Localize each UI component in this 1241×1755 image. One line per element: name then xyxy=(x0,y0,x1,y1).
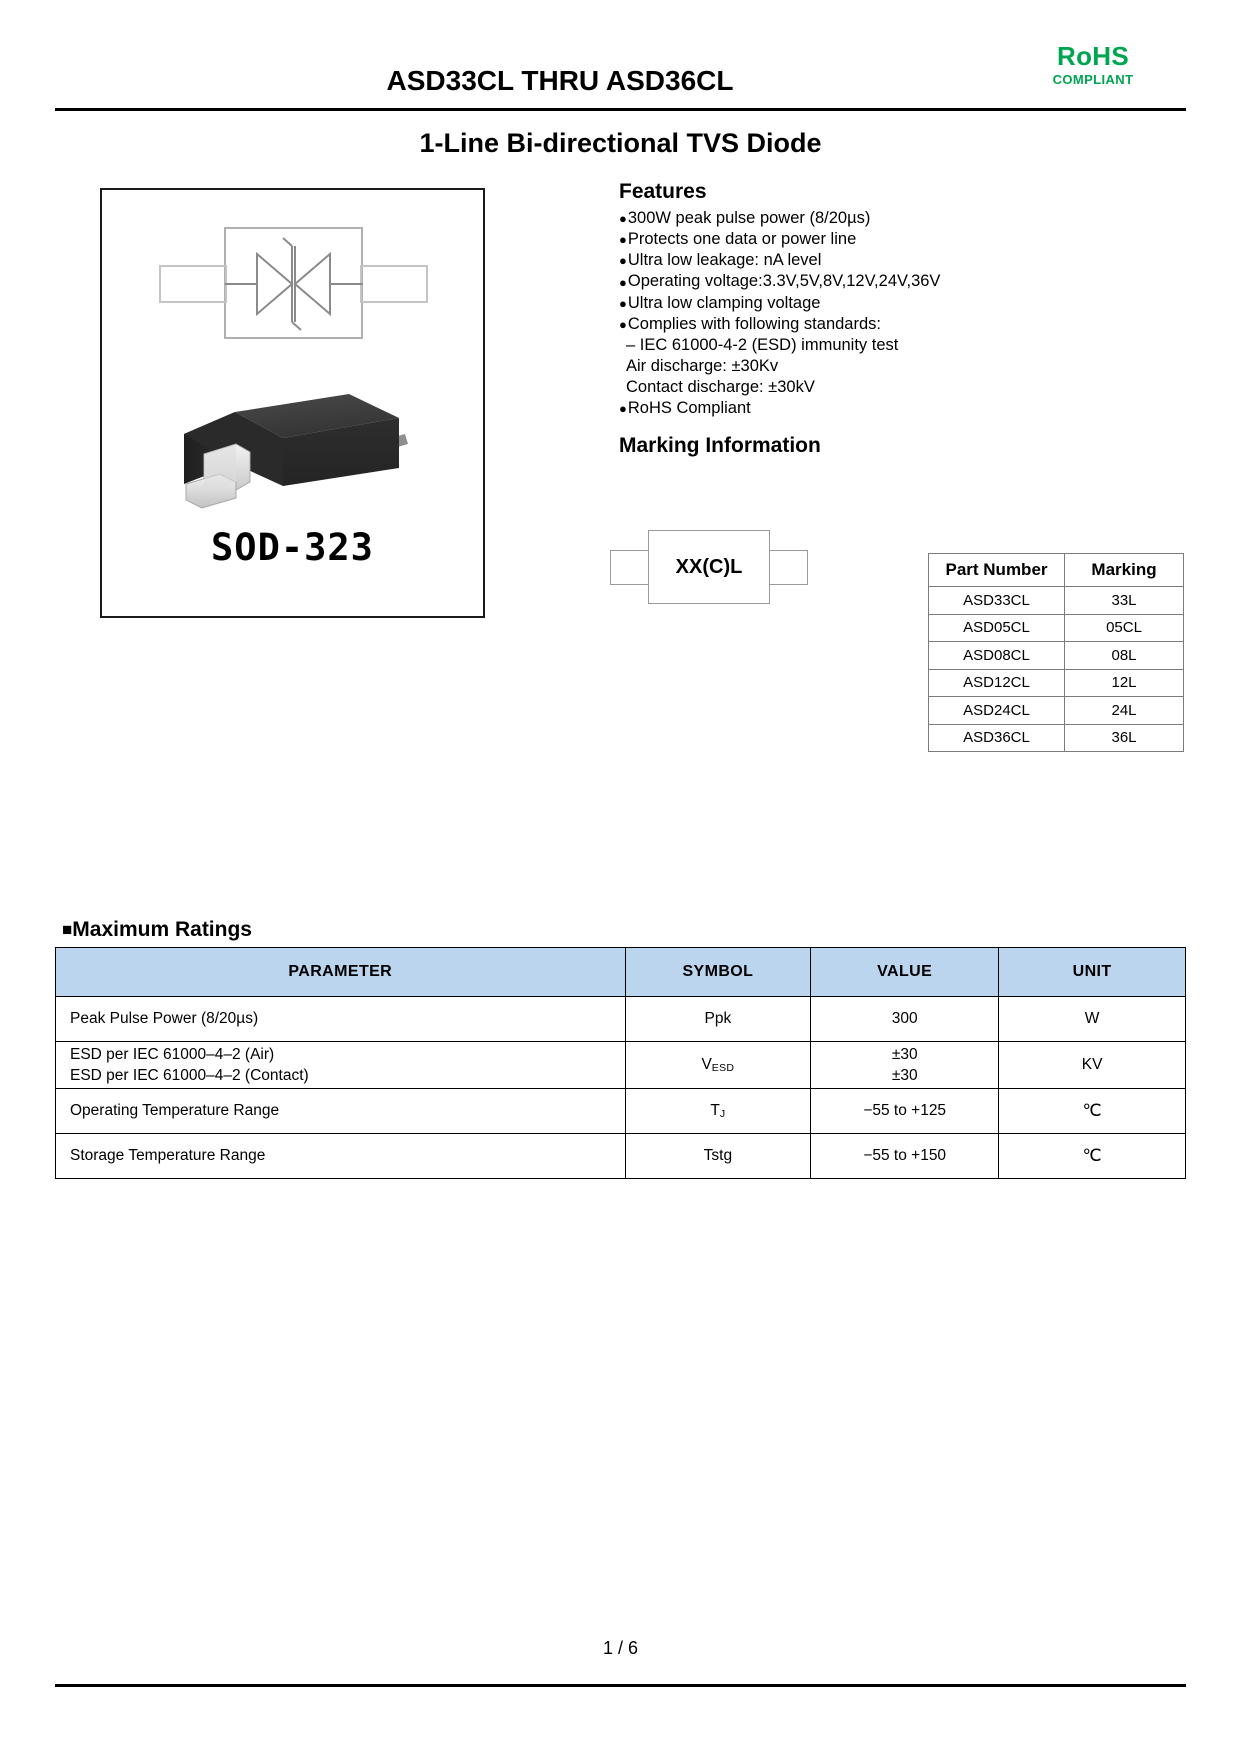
bullet-icon: ● xyxy=(619,274,627,290)
table-row xyxy=(929,587,1184,615)
feature-item xyxy=(619,398,1119,419)
feature-text: Ultra low leakage: nA level xyxy=(627,251,822,270)
value-line-2: ±30 xyxy=(891,1067,918,1084)
product-subtitle: 1-Line Bi-directional TVS Diode xyxy=(419,128,822,158)
rohs-compliant-label: COMPLIANT xyxy=(1052,72,1134,88)
marking-cell: 12L xyxy=(1065,669,1184,697)
marking-diagram-label: XX(C)L xyxy=(675,555,743,578)
feature-item xyxy=(619,208,1119,229)
symbol-cell xyxy=(625,1089,811,1134)
feature-sub-item: Contact discharge: ±30kV xyxy=(626,377,815,396)
value-cell xyxy=(811,1042,999,1089)
marking-table-header-row xyxy=(929,554,1184,587)
part-number-cell: ASD08CL xyxy=(929,642,1065,670)
value-cell: 300 xyxy=(811,997,999,1042)
value-cell: −55 to +125 xyxy=(811,1089,999,1134)
table-row xyxy=(929,669,1184,697)
feature-text: Operating voltage:3.3V,5V,8V,12V,24V,36V xyxy=(627,272,941,291)
tvs-diode-symbol-icon xyxy=(102,216,483,366)
table-row xyxy=(929,642,1184,670)
unit-cell: ℃ xyxy=(999,1089,1186,1134)
bullet-icon: ● xyxy=(619,232,627,248)
parameter-cell: Operating Temperature Range xyxy=(56,1089,626,1134)
part-number-cell: ASD12CL xyxy=(929,669,1065,697)
table-row xyxy=(56,1134,1186,1179)
parameter-cell: Peak Pulse Power (8/20µs) xyxy=(56,997,626,1042)
part-number-cell: ASD05CL xyxy=(929,614,1065,642)
marking-diagram-left-lead xyxy=(610,550,650,585)
part-number-cell: ASD33CL xyxy=(929,587,1065,615)
symbol-cell: Ppk xyxy=(625,997,811,1042)
feature-item xyxy=(619,314,1119,335)
value-line-1: ±30 xyxy=(891,1046,918,1063)
marking-col-marking: Marking xyxy=(1065,554,1184,587)
table-row xyxy=(929,697,1184,725)
header-divider xyxy=(55,108,1186,111)
feature-text: RoHS Compliant xyxy=(627,398,751,417)
feature-item xyxy=(619,229,1119,250)
package-photo xyxy=(102,372,483,512)
ratings-col-value: VALUE xyxy=(811,948,999,997)
features-heading: Features xyxy=(619,180,707,203)
page-title: ASD33CL THRU ASD36CL xyxy=(386,65,734,96)
parameter-line-2: ESD per IEC 61000–4–2 (Contact) xyxy=(70,1067,309,1084)
feature-item xyxy=(619,271,1119,292)
unit-cell: W xyxy=(999,997,1186,1042)
parameter-cell: Storage Temperature Range xyxy=(56,1134,626,1179)
section-square-icon: ■ xyxy=(62,920,73,939)
feature-sub-item: Air discharge: ±30Kv xyxy=(626,356,779,375)
unit-cell: ℃ xyxy=(999,1134,1186,1179)
marking-cell: 36L xyxy=(1065,724,1184,752)
rohs-label: RoHS xyxy=(1057,41,1129,71)
footer-divider xyxy=(55,1684,1186,1687)
maximum-ratings-heading xyxy=(62,918,252,942)
ratings-col-parameter: PARAMETER xyxy=(56,948,626,997)
bullet-icon: ● xyxy=(619,316,627,332)
parameter-line-1: ESD per IEC 61000–4–2 (Air) xyxy=(70,1046,275,1063)
feature-text: Ultra low clamping voltage xyxy=(627,293,821,312)
feature-text: Protects one data or power line xyxy=(627,230,857,249)
bullet-icon: ● xyxy=(619,211,627,227)
package-type-label: SOD-323 xyxy=(211,526,374,569)
symbol-cell xyxy=(625,1042,811,1089)
page-number: 1 / 6 xyxy=(602,1638,639,1658)
feature-item xyxy=(619,293,1119,314)
symbol-subscript: ESD xyxy=(711,1062,735,1074)
maximum-ratings-label: Maximum Ratings xyxy=(72,918,252,941)
marking-table xyxy=(928,553,1184,752)
marking-cell: 08L xyxy=(1065,642,1184,670)
product-image-box xyxy=(100,188,485,618)
feature-text: Complies with following standards: xyxy=(627,314,881,333)
maximum-ratings-table xyxy=(55,947,1186,1179)
table-row xyxy=(929,614,1184,642)
marking-information-heading: Marking Information xyxy=(619,434,821,457)
marking-diagram-right-lead xyxy=(768,550,808,585)
marking-cell: 33L xyxy=(1065,587,1184,615)
marking-col-part-number: Part Number xyxy=(929,554,1065,587)
symbol-cell: Tstg xyxy=(625,1134,811,1179)
feature-text: 300W peak pulse power (8/20µs) xyxy=(627,209,871,227)
ratings-col-symbol: SYMBOL xyxy=(625,948,811,997)
table-row xyxy=(929,724,1184,752)
feature-sub-item: – IEC 61000-4-2 (ESD) immunity test xyxy=(626,335,899,354)
bullet-icon: ● xyxy=(619,253,627,269)
table-row xyxy=(56,1089,1186,1134)
value-cell: −55 to +150 xyxy=(811,1134,999,1179)
unit-cell: KV xyxy=(999,1042,1186,1089)
marking-cell: 05CL xyxy=(1065,614,1184,642)
features-section xyxy=(619,180,1119,419)
symbol-base: T xyxy=(710,1102,720,1119)
ratings-col-unit: UNIT xyxy=(999,948,1186,997)
rohs-logo xyxy=(1018,43,1168,87)
table-row xyxy=(56,1042,1186,1089)
table-row xyxy=(56,997,1186,1042)
marking-diagram xyxy=(610,518,810,618)
marking-cell: 24L xyxy=(1065,697,1184,725)
bullet-icon: ● xyxy=(619,400,627,416)
symbol-subscript: J xyxy=(719,1108,726,1120)
bullet-icon: ● xyxy=(619,295,627,311)
feature-item xyxy=(619,250,1119,271)
symbol-base: V xyxy=(701,1056,712,1073)
part-number-cell: ASD36CL xyxy=(929,724,1065,752)
page-header xyxy=(55,41,1186,115)
ratings-header-row xyxy=(56,948,1186,997)
parameter-cell xyxy=(56,1042,626,1089)
part-number-cell: ASD24CL xyxy=(929,697,1065,725)
